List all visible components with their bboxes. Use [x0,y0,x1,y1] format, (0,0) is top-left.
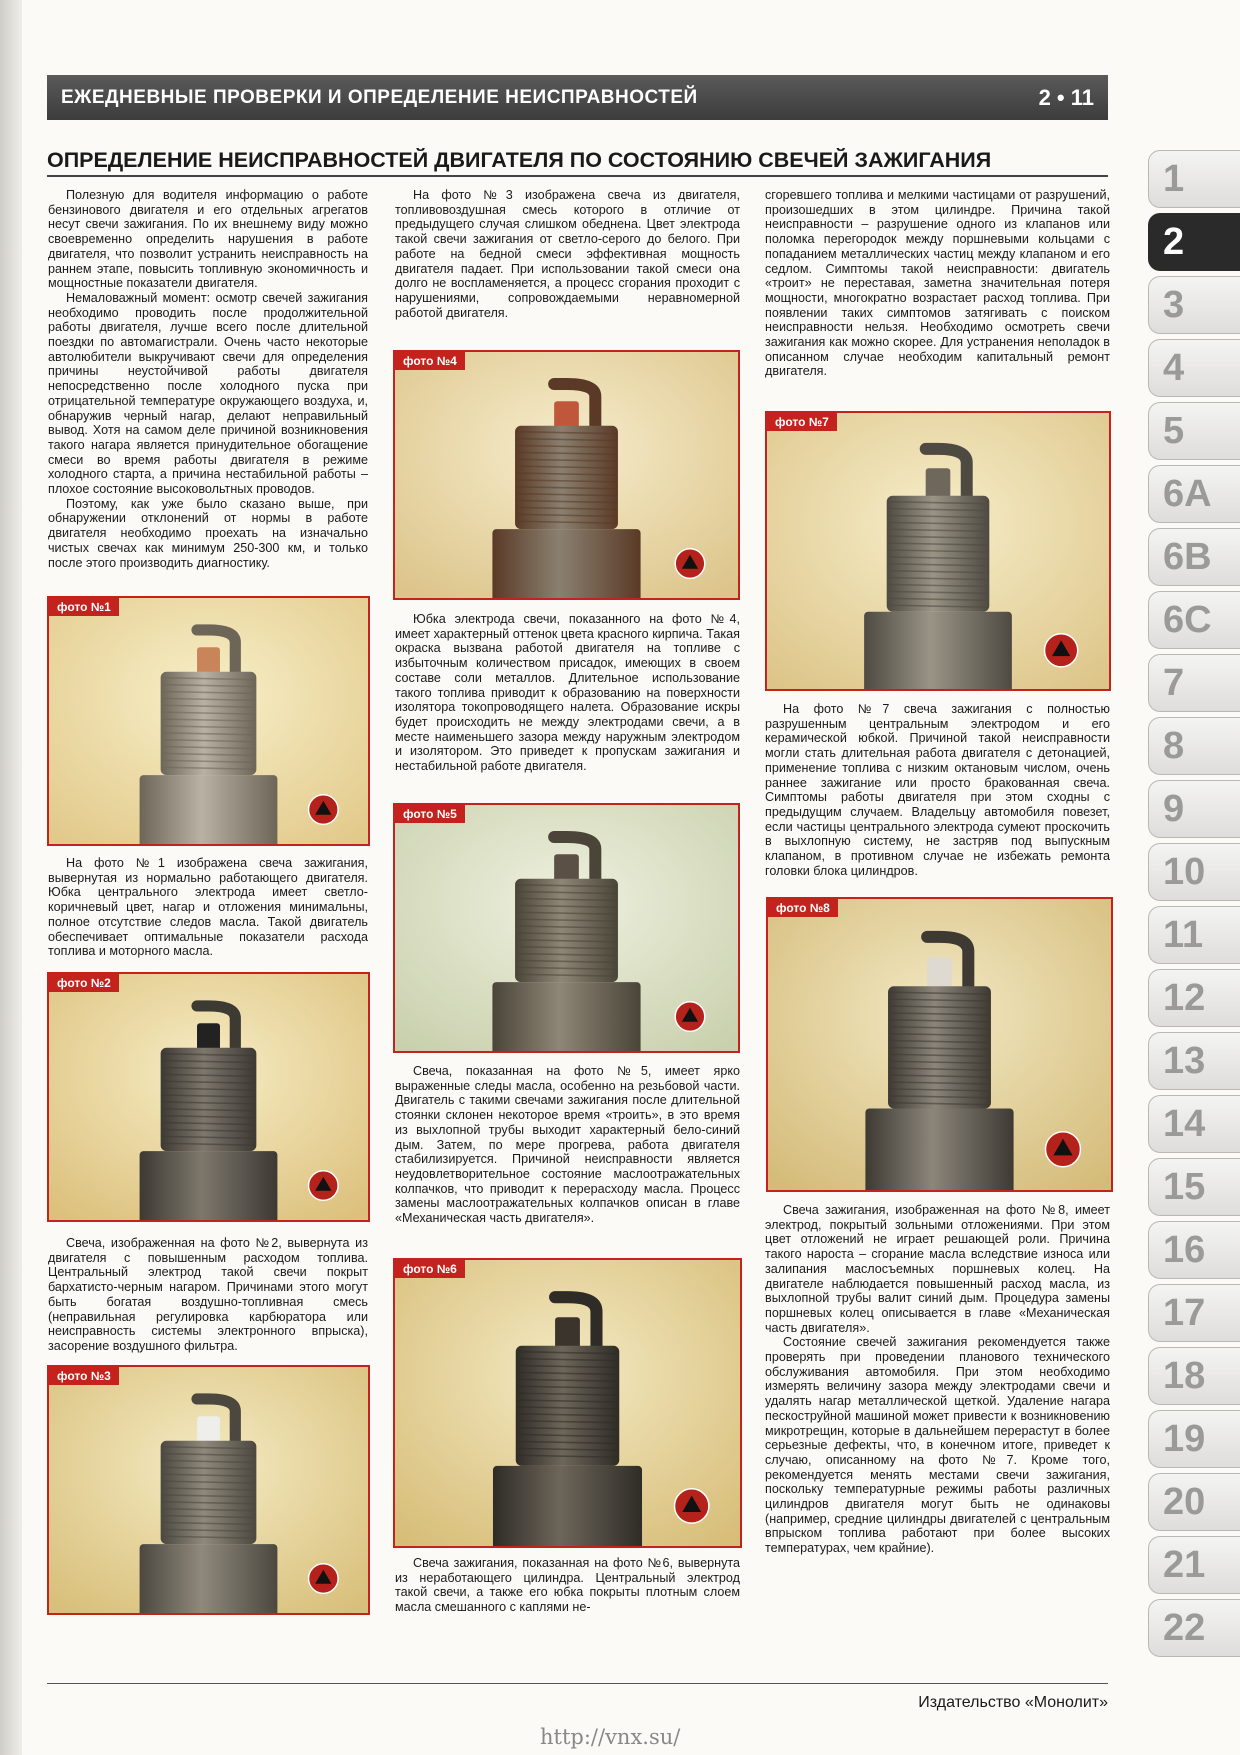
photo-5 [393,803,740,1053]
photo-8-caption: Свеча зажигания, изображенная на фото №8, имеет электрод, покрытый зольными отложениями. При этом цвет отложений не играет решающей роли. Причина такого нароста – сгорание масла вследствие износа или залипания маслосъемных поршневых колец. На двигателе наблюдается повышенный расход масла, из выхлопной трубы валит синий дым. Процедура замены поршневых колец описывается в главе «Механическая часть двигателя». Состояние свечей зажигания рекомендуется также проверять при проведении планового технического обслуживания автомобиля. При этом необходимо измерять величину зазора между электродами свечи и удалять нагар металлической щеткой. Удаление нагара пескоструйной машиной может привести к возникновению микротрещин, которые в дальнейшем перерастут в более серьезные дефекты, что, в конечном итоге, приведет к случаю, описанному на фото №7. Кроме того, рекомендуется менять местами свечи зажигания, поскольку температурные режимы работы различных цилиндров двигателя могут быть не одинаковы (например, средние цилиндры двигателей с центральным впрыском топлива работают при более высоких температурах, чем крайние). [765,1203,1110,1556]
intro-paragraph-3: Поэтому, как уже было сказано выше, при обнаружении отклонений от нормы в работе двигателя необходимо проехать на изначально чистых свечах как минимум 250-300 км, и только после этого производить диагностику. [48,496,368,570]
photo-2-label: фото №2 [49,974,119,992]
photo-5-label: фото №5 [395,805,465,823]
chapter-tab-21[interactable]: 21 [1148,1536,1240,1594]
chapter-tab-17[interactable]: 17 [1148,1284,1240,1342]
chapter-tab-3[interactable]: 3 [1148,276,1240,334]
photo-2 [47,972,370,1222]
chapter-tab-5[interactable]: 5 [1148,402,1240,460]
section-header [47,75,1108,120]
chapter-tab-8[interactable]: 8 [1148,717,1240,775]
spark-plug-image [395,352,738,598]
spark-plug-image [767,413,1109,689]
photo-4-caption: Юбка электрода свечи, показанного на фото №4, имеет характерный оттенок цвета красного кирпича. Такая окраска вызвана работой двигателя на топливе с избыточным количеством присадок, имеющих в своем составе соли металлов. Длительное использование такого топлива приводит к образованию на поверхности изолятора токопроводящего налета. Образование искры будет происходить не между электродами свечи, а в месте наименьшего зазора между наружным электродом и изолятором. Это приведет к пропускам зажигания и нестабильной работе двигателя. [395,612,740,774]
photo-7 [765,411,1111,691]
spark-plug-image [768,899,1111,1190]
photo-1-label: фото №1 [49,598,119,616]
photo-3-caption: На фото №3 изображена свеча из двигателя, топливовоздушная смесь которого в отличие от предыдущего случая слишком обеднена. Цвет электрода такой свечи зажигания от светло-серого до белого. При работе на бедной смеси эффективная мощность двигателя падает. При использовании такой смеси она долго не воспламеняется, а процесс сгорания проходит с нарушениями, сопровождаемыми неравномерной работой двигателя. [395,188,740,320]
spark-plug-image [395,805,738,1051]
publisher-name: Издательство «Монолит» [918,1694,1108,1711]
chapter-tab-10[interactable]: 10 [1148,843,1240,901]
chapter-tab-19[interactable]: 19 [1148,1410,1240,1468]
photo-1 [47,596,370,846]
chapter-tab-20[interactable]: 20 [1148,1473,1240,1531]
chapter-tab-11[interactable]: 11 [1148,906,1240,964]
photo-7-caption: На фото №7 свеча зажигания с полностью разрушенным центральным электродом и его керамической юбкой. Причиной такой неисправности могли стать длительная работа двигателя с детонацией, применение топлива с низким октановым числом, очень раннее зажигание или просто бракованная свеча. Симптомы работы двигателя при этом сходны с предыдущим случаем. Владельцу автомобиля повезет, если частицы центрального электрода сумеют проскочить в выхлопную систему, не застряв под выпускным клапаном, в противном случае не избежать ремонта головки блока цилиндров. [765,702,1110,878]
photo-4 [393,350,740,600]
spark-plug-image [49,974,368,1220]
photo-1-caption: На фото №1 изображена свеча зажигания, вывернутая из нормально работающего двигателя. Юбка центрального электрода имеет светло-коричневый цвет, нагар и отложения минимальны, полное отсутствие следов масла. Такой двигатель обеспечивает оптимальные показатели расхода топлива и моторного масла. [48,856,368,959]
chapter-tab-22[interactable]: 22 [1148,1599,1240,1657]
chapter-tab-12[interactable]: 12 [1148,969,1240,1027]
chapter-tab-15[interactable]: 15 [1148,1158,1240,1216]
page-binding [0,0,22,1755]
chapter-tab-4[interactable]: 4 [1148,339,1240,397]
photo-6-caption: Свеча зажигания, показанная на фото №6, вывернута из неработающего цилиндра. Центральный электрод такой свечи, а также его юбка покрыты плотным слоем масла смешанного с каплями не- [395,1556,740,1615]
spark-plug-image [49,1367,368,1613]
chapter-tab-6b[interactable]: 6B [1148,528,1240,586]
photo-5-caption: Свеча, показанная на фото №5, имеет ярко выраженные следы масла, особенно на резьбовой части. Двигатель с такими свечами зажигания после длительной стоянки склонен некоторое время «троить», в это время из выхлопной трубы выходит характерный бело-синий дым. Затем, по мере прогрева, работа двигателя стабилизируется. Причиной неисправности является неудовлетворительное состояние маслоотражательных колпачков, что приводит к перерасходу масла. Процесс замены маслоотражательных колпачков описан в главе «Механическая часть двигателя». [395,1064,740,1226]
spark-plug-image [395,1260,740,1546]
photo-6 [393,1258,742,1548]
chapter-tab-14[interactable]: 14 [1148,1095,1240,1153]
col1-intro [48,188,368,570]
chapter-tab-18[interactable]: 18 [1148,1347,1240,1405]
photo-2-caption: Свеча, изображенная на фото №2, вывернута из двигателя с повышенным расходом топлива. Центральный электрод такой свечи покрыт бархатисто-черным нагаром. Причинами этого могут быть богатая воздушно-топливная смесь (неправильная регулировка карбюратора или неисправность системы электронного впрыска), засорение воздушного фильтра. [48,1236,368,1353]
photo-7-label: фото №7 [767,413,837,431]
footer-divider [47,1683,1108,1684]
final-paragraph: Состояние свечей зажигания рекомендуется также проверять при проведении планового технического обслуживания автомобиля. При этом необходимо измерять величину зазора между электродами свечи и удалять нагар металлической щеткой. Удаление нагара пескоструйной машиной может привести к возникновению микротрещин, которые в дальнейшем перерастут в более серьезные дефекты, что, в конечном итоге, приведет к случаю, описанному на фото №7. Кроме того, рекомендуется менять местами свечи зажигания, поскольку температурные режимы работы различных цилиндров двигателя могут быть не одинаковы (например, средние цилиндры двигателей с центральным впрыском топлива работают при более высоких температурах, чем крайние). [765,1335,1110,1556]
chapter-tab-13[interactable]: 13 [1148,1032,1240,1090]
article-title: ОПРЕДЕЛЕНИЕ НЕИСПРАВНОСТЕЙ ДВИГАТЕЛЯ ПО СОСТОЯНИЮ СВЕЧЕЙ ЗАЖИГАНИЯ [47,148,1108,177]
chapter-tab-1[interactable]: 1 [1148,150,1240,208]
intro-paragraph-1: Полезную для водителя информацию о работе бензинового двигателя и его отдельных агрегатов несут свечи зажигания. По их внешнему виду можно своевременно определить нарушения в работе двигателя, что позволит устранить неисправность на раннем этапе, повысить топливную экономичность и мощностные показатели двигателя. [48,188,368,291]
page-number: 2 • 11 [1038,84,1094,110]
photo-4-label: фото №4 [395,352,465,370]
photo-8-label: фото №8 [768,899,838,917]
watermark-url: http://vnx.su/ [540,1725,681,1749]
chapter-tab-2[interactable]: 2 [1148,213,1240,271]
photo-8 [766,897,1113,1192]
photo-6-label: фото №6 [395,1260,465,1278]
chapter-tab-6c[interactable]: 6C [1148,591,1240,649]
photo-3-label: фото №3 [49,1367,119,1385]
chapter-tab-9[interactable]: 9 [1148,780,1240,838]
chapter-tab-16[interactable]: 16 [1148,1221,1240,1279]
photo-3 [47,1365,370,1615]
col3-continued: сгоревшего топлива и мелкими частицами от разрушений, произошедших в этом цилиндре. Причина такой неисправности – разрушение одного из клапанов или поломка перегородок между поршневыми кольцами с попаданием металлических частиц между клапаном и его седлом. Симптомы такой неисправности: двигатель «троит» не переставая, заметна значительная потеря мощности, многократно возрастает расход топлива. При появлении таких симптомов затягивать с поиском неисправности нельзя. Необходимо осмотреть свечи зажигания как можно скорее. Для устранения неполадок в описанном случае необходим капитальный ремонт двигателя. [765,188,1110,379]
section-title: ЕЖЕДНЕВНЫЕ ПРОВЕРКИ И ОПРЕДЕЛЕНИЕ НЕИСПРАВНОСТЕЙ [61,86,698,108]
spark-plug-image [49,598,368,844]
intro-paragraph-2: Немаловажный момент: осмотр свечей зажигания необходимо проводить после продолжительной работы двигателя, лучше всего после длительной поездки по автомагистрали. Очень часто некоторые автолюбители выкручивают свечи для определения причины неустойчивой работы двигателя непосредственно после холодного пуска при отрицательной температуре окружающего воздуха, и, обнаружив черный нагар, делают неправильный вывод. Хотя на самом деле причиной возникновения такого нагара является принудительное обогащение смеси во время работы двигателя в режиме холодного старта, а причина нестабильной работы – плохое состояние высоковольтных проводов. [48,290,368,497]
chapter-tab-6a[interactable]: 6A [1148,465,1240,523]
chapter-tab-7[interactable]: 7 [1148,654,1240,712]
